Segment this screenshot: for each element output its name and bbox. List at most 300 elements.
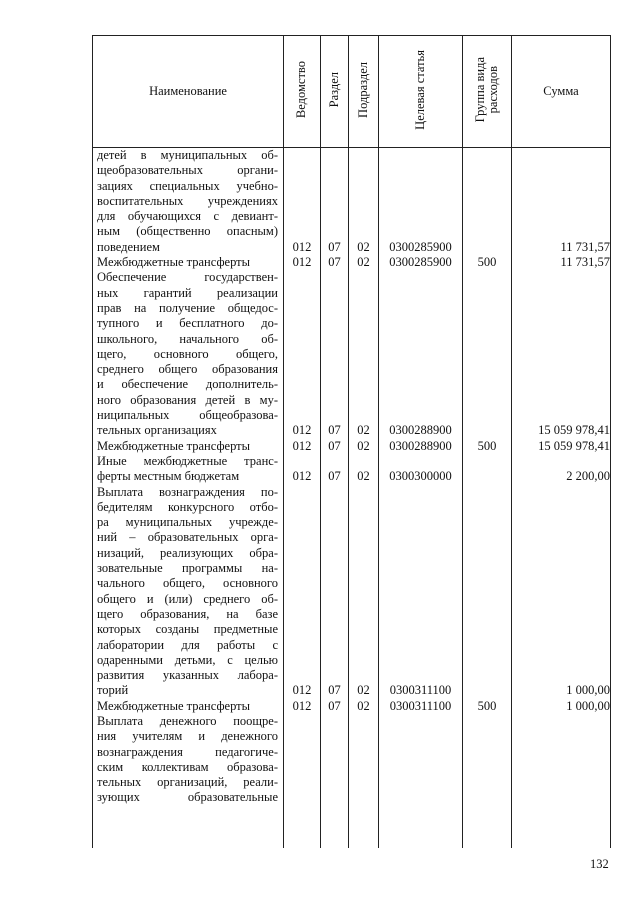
row-spacer [379,286,462,301]
row-spacer [284,377,320,392]
row-spacer [463,377,511,392]
row-spacer [512,332,610,347]
row-2-razdel: 07 [328,423,341,438]
row-spacer [463,148,511,163]
row-2-podrazdel: 02 [357,423,370,438]
row-spacer [512,530,610,545]
row-spacer [321,347,348,362]
row-spacer [463,775,511,790]
row-spacer [349,622,378,637]
row-spacer [379,454,462,469]
row-spacer [379,316,462,331]
row-spacer [349,209,378,224]
row-spacer [321,638,348,653]
row-spacer [284,270,320,285]
row-spacer [512,179,610,194]
row-spacer [321,485,348,500]
row-spacer [512,729,610,744]
row-7-vedomstvo [284,790,320,805]
row-spacer [349,301,378,316]
row-spacer [463,316,511,331]
row-2-tselevaya: 0300288900 [389,423,452,438]
row-spacer [321,362,348,377]
row-spacer [463,163,511,178]
row-spacer [512,163,610,178]
row-spacer [463,714,511,729]
row-2-gruppa [463,423,511,438]
row-2-name-line: и обеспечение дополнитель- [97,377,278,392]
page-number: 132 [590,857,609,871]
row-spacer [349,270,378,285]
row-1-vedomstvo: 012 [292,255,312,270]
row-spacer [379,515,462,530]
row-spacer [379,745,462,760]
row-spacer [284,607,320,622]
row-spacer [463,607,511,622]
row-0-podrazdel: 02 [357,239,370,254]
row-spacer [349,179,378,194]
row-spacer [284,209,320,224]
row-spacer [379,622,462,637]
row-spacer [284,454,320,469]
row-spacer [284,362,320,377]
row-6-razdel: 07 [328,698,341,713]
row-spacer [512,500,610,515]
header-summa: Сумма [512,36,611,148]
row-spacer [512,224,610,239]
row-5-name-line: развития указанных лабора- [97,668,278,683]
row-spacer [379,714,462,729]
row-2-name-line: прав на получение общедос- [97,300,278,315]
row-spacer [463,622,511,637]
row-spacer [512,561,610,576]
column-podrazdel [349,148,379,849]
row-spacer [349,194,378,209]
row-spacer [321,286,348,301]
row-spacer [284,530,320,545]
row-spacer [463,286,511,301]
row-spacer [349,668,378,683]
row-spacer [379,301,462,316]
row-2-name-line: ных гарантий реализации [97,285,278,300]
row-spacer [284,546,320,561]
row-spacer [379,530,462,545]
row-spacer [379,393,462,408]
row-2-name-line: ного образования детей в му- [97,392,278,407]
row-spacer [379,224,462,239]
table-body [93,148,611,849]
row-spacer [379,408,462,423]
row-7-name-line: Выплата денежного поощре- [97,713,278,728]
row-4-vedomstvo: 012 [292,469,312,484]
row-5-razdel: 07 [328,683,341,698]
row-4-name-line: Иные межбюджетные транс- [97,453,278,468]
row-spacer [379,332,462,347]
row-spacer [512,515,610,530]
row-spacer [512,301,610,316]
row-spacer [284,286,320,301]
row-spacer [379,592,462,607]
row-spacer [321,653,348,668]
row-2-summa: 15 059 978,41 [538,423,610,438]
header-tselevaya: Целевая статья [379,36,463,148]
row-3-summa: 15 059 978,41 [538,438,610,453]
row-spacer [321,224,348,239]
row-spacer [321,668,348,683]
row-4-razdel: 07 [328,469,341,484]
row-spacer [379,179,462,194]
row-spacer [284,622,320,637]
row-spacer [512,592,610,607]
row-spacer [321,607,348,622]
row-7-name-line: ния учителям и денежного [97,729,278,744]
row-spacer [379,194,462,209]
row-3-name-line: Межбюджетные трансферты [97,438,251,453]
row-spacer [284,668,320,683]
header-razdel: Раздел [321,36,349,148]
row-5-name-line: бедителям конкурсного отбо- [97,499,278,514]
row-spacer [379,362,462,377]
row-spacer [512,653,610,668]
row-spacer [463,270,511,285]
row-spacer [349,515,378,530]
row-spacer [379,576,462,591]
row-0-tselevaya: 0300285900 [389,239,452,254]
row-spacer [321,592,348,607]
row-spacer [463,515,511,530]
row-7-gruppa [463,790,511,805]
row-0-name-line: воспитательных учреждениях [97,193,278,208]
row-spacer [463,729,511,744]
row-spacer [379,607,462,622]
row-spacer [512,316,610,331]
row-spacer [379,546,462,561]
row-spacer [284,393,320,408]
row-spacer [349,546,378,561]
row-5-name-line: щего образования, на базе [97,606,278,621]
row-2-name-line: Обеспечение государствен- [97,270,278,285]
row-6-tselevaya: 0300311100 [389,698,452,713]
row-spacer [349,653,378,668]
row-spacer [321,576,348,591]
row-spacer [349,286,378,301]
row-spacer [379,500,462,515]
row-spacer [284,148,320,163]
row-4-tselevaya: 0300300000 [389,469,452,484]
row-spacer [463,224,511,239]
row-spacer [512,148,610,163]
row-spacer [379,347,462,362]
row-spacer [512,638,610,653]
row-spacer [379,270,462,285]
row-spacer [349,377,378,392]
row-spacer [349,332,378,347]
row-spacer [349,592,378,607]
row-5-name-line: одаренными детьми, с целью [97,652,278,667]
row-spacer [284,745,320,760]
row-4-podrazdel: 02 [357,469,370,484]
row-7-tselevaya [379,790,462,805]
row-6-podrazdel: 02 [357,698,370,713]
row-spacer [349,500,378,515]
row-1-razdel: 07 [328,255,341,270]
row-5-podrazdel: 02 [357,683,370,698]
row-spacer [379,148,462,163]
row-spacer [463,592,511,607]
row-0-name-line: поведением [97,239,160,254]
row-spacer [512,286,610,301]
row-spacer [512,270,610,285]
row-spacer [512,745,610,760]
row-3-vedomstvo: 012 [292,438,312,453]
row-5-name-line: общего и (или) среднего об- [97,591,278,606]
row-spacer [512,209,610,224]
row-3-razdel: 07 [328,438,341,453]
row-spacer [463,745,511,760]
row-spacer [349,561,378,576]
row-spacer [463,179,511,194]
row-spacer [349,745,378,760]
row-spacer [321,775,348,790]
row-7-summa [512,790,610,805]
header-vedomstvo: Ведомство [284,36,321,148]
row-spacer [463,561,511,576]
row-spacer [321,194,348,209]
row-spacer [349,760,378,775]
row-spacer [512,393,610,408]
row-4-gruppa [463,469,511,484]
row-7-podrazdel [349,790,378,805]
row-2-name-line: школьного, начального об- [97,331,278,346]
row-spacer [284,194,320,209]
row-5-tselevaya: 0300311100 [389,683,452,698]
row-spacer [512,454,610,469]
row-spacer [284,301,320,316]
row-spacer [321,179,348,194]
row-spacer [321,301,348,316]
row-spacer [379,729,462,744]
row-7-name-line: зующих образовательные [97,790,278,805]
row-spacer [463,362,511,377]
row-spacer [349,362,378,377]
row-spacer [321,729,348,744]
row-spacer [463,760,511,775]
row-spacer [349,393,378,408]
row-spacer [349,638,378,653]
row-spacer [284,500,320,515]
row-spacer [349,729,378,744]
row-6-gruppa: 500 [477,698,497,713]
row-spacer [512,607,610,622]
row-0-name-line: детей в муниципальных об- [97,148,278,162]
row-spacer [512,408,610,423]
row-1-tselevaya: 0300285900 [389,255,452,270]
table-header-row [93,36,611,148]
row-6-vedomstvo: 012 [292,698,312,713]
row-spacer [379,561,462,576]
row-spacer [349,607,378,622]
row-spacer [379,653,462,668]
row-spacer [284,332,320,347]
row-spacer [463,530,511,545]
row-spacer [379,760,462,775]
row-0-name-line: ным (общественно опасным) [97,224,278,239]
row-spacer [512,775,610,790]
row-spacer [349,775,378,790]
row-0-name-line: зациях специальных учебно- [97,178,278,193]
row-spacer [284,515,320,530]
row-spacer [321,393,348,408]
row-spacer [379,163,462,178]
row-spacer [321,745,348,760]
row-spacer [349,224,378,239]
row-0-vedomstvo: 012 [292,239,312,254]
row-spacer [463,301,511,316]
row-spacer [512,347,610,362]
budget-table [92,35,611,848]
row-0-summa: 11 731,57 [560,239,610,254]
row-spacer [463,393,511,408]
row-spacer [321,546,348,561]
row-spacer [321,148,348,163]
row-7-razdel [321,790,348,805]
row-spacer [379,485,462,500]
row-spacer [321,209,348,224]
row-spacer [321,530,348,545]
row-7-name-line: тельных организаций, реали- [97,775,278,790]
row-spacer [284,485,320,500]
row-spacer [284,638,320,653]
row-spacer [321,332,348,347]
row-2-name-line: среднего общего образования [97,362,278,377]
row-spacer [463,454,511,469]
row-spacer [379,775,462,790]
column-gruppa [463,148,512,849]
row-5-name-line: низаций, реализующих обра- [97,545,278,560]
row-spacer [379,377,462,392]
row-2-name-line: тупного и бесплатного до- [97,316,278,331]
row-0-razdel: 07 [328,239,341,254]
row-spacer [512,362,610,377]
row-spacer [463,653,511,668]
row-spacer [349,576,378,591]
header-name: Наименование [93,36,284,148]
row-spacer [512,377,610,392]
row-spacer [512,622,610,637]
row-spacer [349,485,378,500]
row-spacer [349,408,378,423]
row-spacer [379,668,462,683]
row-2-name-line: щего, основного общего, [97,346,278,361]
row-spacer [463,546,511,561]
row-spacer [284,347,320,362]
row-5-name-line: которых созданы предметные [97,622,278,637]
row-5-name-line: ра муниципальных учрежде- [97,515,278,530]
row-spacer [284,576,320,591]
row-5-name-line: зовательные программы на- [97,561,278,576]
row-spacer [349,316,378,331]
row-spacer [463,194,511,209]
row-spacer [321,408,348,423]
row-1-gruppa: 500 [477,255,497,270]
row-spacer [349,714,378,729]
row-spacer [321,760,348,775]
row-4-summa: 2 200,00 [566,469,610,484]
row-7-name-line: ским коллективам образова- [97,759,278,774]
column-tselevaya [379,148,463,849]
row-spacer [321,163,348,178]
row-0-name-line: щеобразовательных органи- [97,163,278,178]
row-3-tselevaya: 0300288900 [389,438,452,453]
column-vedomstvo [284,148,321,849]
row-spacer [284,561,320,576]
row-spacer [321,454,348,469]
row-5-name-line: Выплата вознаграждения по- [97,484,278,499]
row-spacer [284,653,320,668]
row-5-name-line: чального общего, основного [97,576,278,591]
row-spacer [463,408,511,423]
row-spacer [512,714,610,729]
row-spacer [379,209,462,224]
column-razdel [321,148,349,849]
row-2-vedomstvo: 012 [292,423,312,438]
row-spacer [463,638,511,653]
row-spacer [349,530,378,545]
row-spacer [463,347,511,362]
row-6-name-line: Межбюджетные трансферты [97,698,251,713]
row-spacer [512,485,610,500]
row-spacer [284,179,320,194]
row-spacer [284,775,320,790]
column-summa [512,148,611,849]
row-spacer [284,729,320,744]
row-spacer [463,332,511,347]
row-2-name-line: тельных организациях [97,423,217,438]
row-0-gruppa [463,240,511,255]
row-spacer [349,148,378,163]
header-gruppa: Группа вида расходов [463,36,512,148]
row-3-gruppa: 500 [477,438,497,453]
row-spacer [349,163,378,178]
row-0-name-line: для обучающихся с девиант- [97,209,278,224]
row-spacer [284,408,320,423]
row-spacer [284,760,320,775]
row-spacer [463,500,511,515]
row-1-podrazdel: 02 [357,255,370,270]
row-spacer [349,347,378,362]
row-spacer [321,561,348,576]
row-spacer [284,224,320,239]
row-5-name-line: торий [97,683,129,698]
row-spacer [321,500,348,515]
row-4-name-line: ферты местным бюджетам [97,469,240,484]
row-spacer [349,454,378,469]
row-spacer [321,515,348,530]
row-spacer [463,576,511,591]
row-2-name-line: ниципальных общеобразова- [97,408,278,423]
column-name [93,148,284,849]
row-spacer [463,209,511,224]
row-5-gruppa [463,683,511,698]
header-podrazdel: Подраздел [349,36,379,148]
row-spacer [512,760,610,775]
row-spacer [321,270,348,285]
row-1-summa: 11 731,57 [560,255,610,270]
row-spacer [463,668,511,683]
row-5-vedomstvo: 012 [292,683,312,698]
row-spacer [512,546,610,561]
row-1-name-line: Межбюджетные трансферты [97,255,251,270]
